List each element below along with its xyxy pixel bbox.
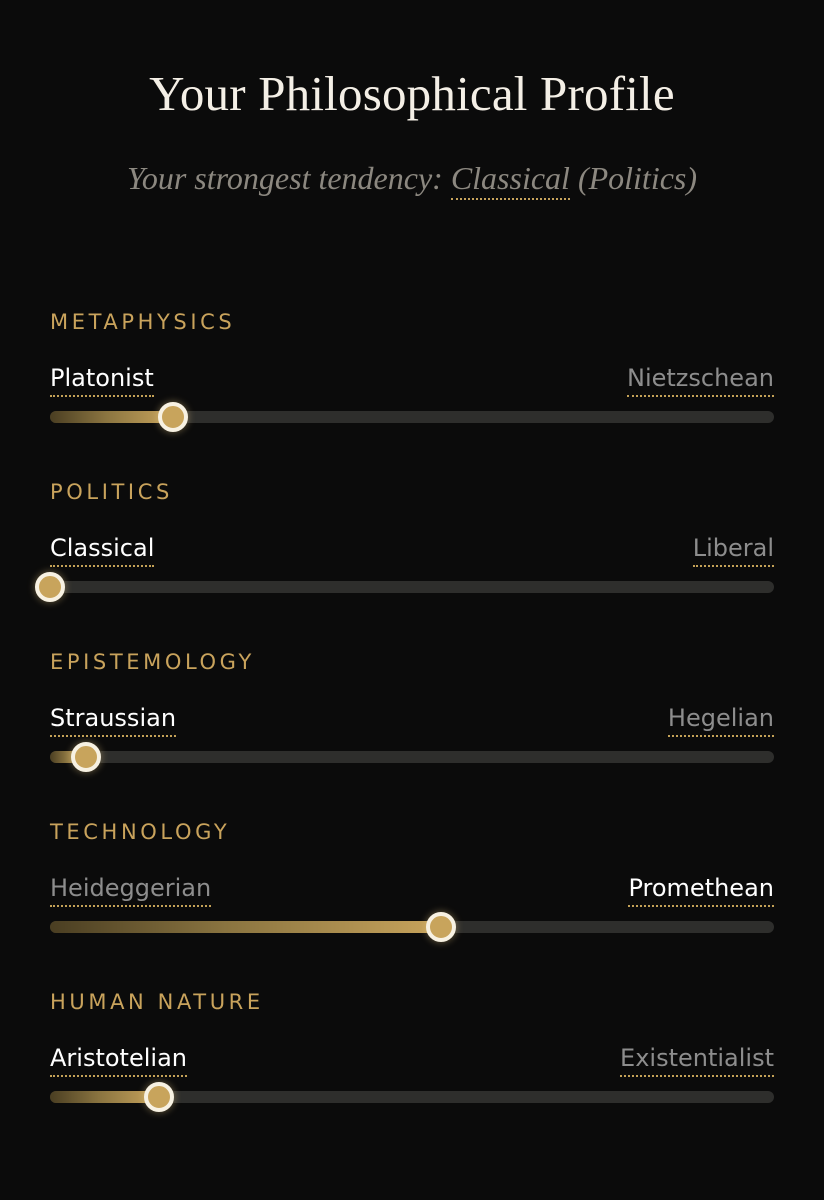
- slider-thumb[interactable]: [35, 572, 65, 602]
- right-pole-nietzschean[interactable]: Nietzschean: [627, 363, 774, 397]
- left-pole-aristotelian[interactable]: Aristotelian: [50, 1043, 187, 1077]
- category-label: HUMAN NATURE: [50, 990, 264, 1014]
- right-pole-existentialist[interactable]: Existentialist: [620, 1043, 774, 1077]
- slider-fill: [50, 411, 173, 423]
- right-pole-liberal[interactable]: Liberal: [693, 533, 774, 567]
- slider-track[interactable]: [50, 411, 774, 423]
- right-pole-hegelian[interactable]: Hegelian: [668, 703, 774, 737]
- slider-fill: [50, 921, 441, 933]
- scale-metaphysics: [50, 307, 774, 457]
- slider-track[interactable]: [50, 581, 774, 593]
- category-label: EPISTEMOLOGY: [50, 650, 255, 674]
- scale-politics: [50, 477, 774, 627]
- slider-track[interactable]: [50, 751, 774, 763]
- left-pole-straussian[interactable]: Straussian: [50, 703, 176, 737]
- slider-thumb[interactable]: [158, 402, 188, 432]
- slider-track[interactable]: [50, 921, 774, 933]
- page-title: Your Philosophical Profile: [149, 66, 675, 121]
- left-pole-classical[interactable]: Classical: [50, 533, 154, 567]
- category-label: POLITICS: [50, 480, 173, 504]
- left-pole-heideggerian[interactable]: Heideggerian: [50, 873, 211, 907]
- category-label: METAPHYSICS: [50, 310, 236, 334]
- scale-technology: [50, 817, 774, 967]
- left-pole-platonist[interactable]: Platonist: [50, 363, 154, 397]
- category-label: TECHNOLOGY: [50, 820, 231, 844]
- scale-epistemology: [50, 647, 774, 797]
- right-pole-promethean[interactable]: Promethean: [628, 873, 774, 907]
- strongest-tendency-label: Your strongest tendency:: [126, 160, 443, 196]
- strongest-tendency: [0, 154, 824, 202]
- slider-thumb[interactable]: [426, 912, 456, 942]
- slider-fill: [50, 1091, 159, 1103]
- slider-track[interactable]: [50, 1091, 774, 1103]
- strongest-tendency-value[interactable]: Classical: [451, 160, 570, 200]
- slider-thumb[interactable]: [71, 742, 101, 772]
- scale-human-nature: [50, 987, 774, 1137]
- strongest-tendency-category: (Politics): [577, 160, 698, 196]
- slider-thumb[interactable]: [144, 1082, 174, 1112]
